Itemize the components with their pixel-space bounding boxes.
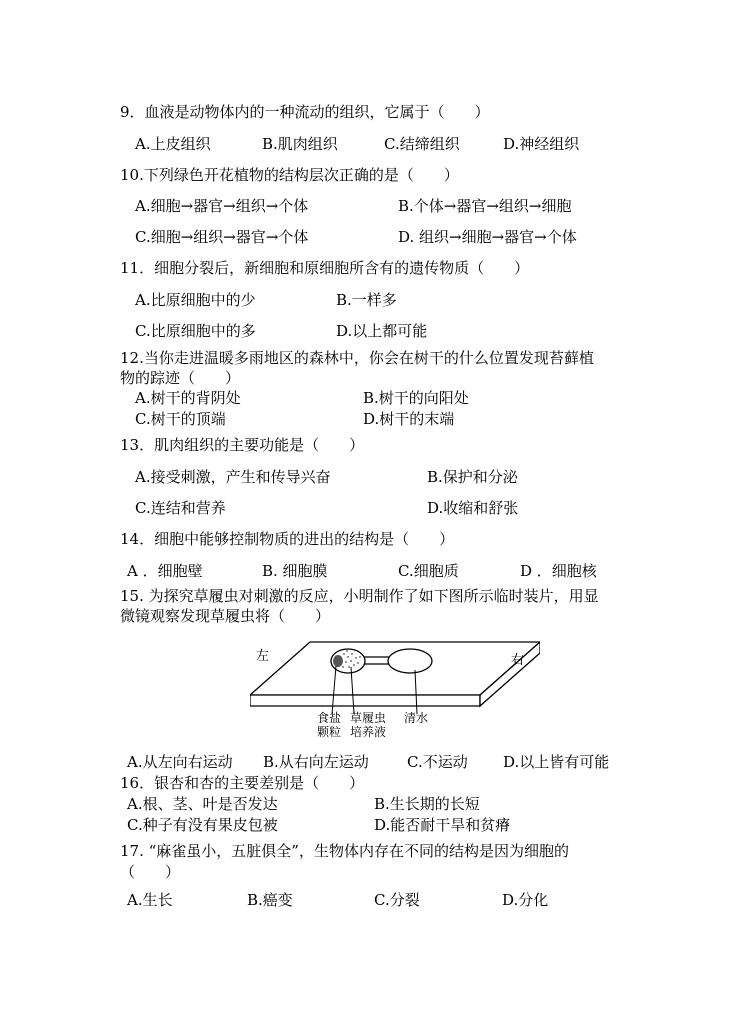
q16-option-c: C.种子有没有果皮包被 — [127, 816, 278, 834]
q9-option-c: C.结缔组织 — [384, 135, 460, 153]
q9-stem: 9．血液是动物体内的一种流动的组织，它属于（ ） — [120, 103, 490, 121]
label-right: 右 — [511, 653, 525, 668]
q12-option-a: A.树干的背阴处 — [135, 389, 241, 407]
q12-option-b: B.树干的向阳处 — [363, 389, 469, 407]
q13-option-c: C.连结和营养 — [135, 499, 226, 517]
q10-option-b: B.个体→器官→组织→细胞 — [398, 197, 572, 215]
q17-stem-line1: 17. “麻雀虽小，五脏俱全”，生物体内存在不同的结构是因为细胞的 — [120, 842, 569, 860]
q10-stem: 10.下列绿色开花植物的结构层次正确的是（ ） — [120, 166, 459, 184]
q11-option-d: D.以上都可能 — [336, 322, 428, 340]
q15-stem-line1: 15. 为探究草履虫对刺激的反应，小明制作了如下图所示临时装片，用显 — [120, 587, 599, 605]
q15-option-d: D.以上皆有可能 — [503, 753, 610, 771]
q15-stem-line2: 微镜观察发现草履虫将（ ） — [120, 607, 331, 625]
q11-stem: 11．细胞分裂后，新细胞和原细胞所含有的遗传物质（ ） — [120, 259, 530, 277]
q13-option-d: D.收缩和舒张 — [427, 499, 519, 517]
q15-option-a: A.从左向右运动 — [127, 753, 233, 771]
q17-option-b: B.癌变 — [247, 891, 293, 909]
water-drop — [388, 649, 432, 673]
q10-option-a: A.细胞→器官→组织→个体 — [135, 197, 309, 215]
slide-diagram-svg — [250, 640, 540, 745]
label-water: 清水 — [404, 711, 429, 725]
q14-option-d: D ．细胞核 — [520, 562, 597, 580]
label-salt-line2: 颗粒 — [317, 725, 342, 739]
q16-option-a: A.根、茎、叶是否发达 — [127, 795, 278, 813]
label-culture-line1: 草履虫 — [350, 711, 387, 725]
q11-option-c: C.比原细胞中的多 — [135, 322, 256, 340]
q12-option-d: D.树干的末端 — [363, 410, 455, 428]
q11-option-a: A.比原细胞中的少 — [135, 291, 256, 309]
q16-option-b: B.生长期的长短 — [374, 795, 480, 813]
q13-option-a: A.接受刺激，产生和传导兴奋 — [135, 468, 331, 486]
q16-stem: 16．银杏和杏的主要差别是（ ） — [120, 774, 365, 792]
q12-option-c: C.树干的顶端 — [135, 410, 226, 428]
q11-option-b: B.一样多 — [336, 291, 397, 309]
label-culture-line2: 培养液 — [350, 725, 387, 739]
q17-option-a: A.生长 — [127, 891, 173, 909]
q14-option-a: A ．细胞壁 — [127, 562, 203, 580]
q14-stem: 14．细胞中能够控制物质的进出的结构是（ ） — [120, 530, 455, 548]
salt-granule — [333, 655, 343, 667]
q9-option-d: D.神经组织 — [503, 135, 580, 153]
q17-stem-line2: （ ） — [120, 863, 181, 881]
q14-option-b: B. 细胞膜 — [262, 562, 328, 580]
q9-option-a: A.上皮组织 — [135, 135, 211, 153]
q10-option-d: D. 组织→细胞→器官→个体 — [398, 228, 577, 246]
q15-option-c: C.不运动 — [407, 753, 468, 771]
q17-option-d: D.分化 — [502, 891, 549, 909]
q10-option-c: C.细胞→组织→器官→个体 — [135, 228, 309, 246]
q14-option-c: C.细胞质 — [398, 562, 459, 580]
label-left: 左 — [256, 649, 270, 664]
q9-option-b: B.肌肉组织 — [262, 135, 338, 153]
q17-option-c: C.分裂 — [374, 891, 420, 909]
q12-stem-line2: 物的踪迹（ ） — [120, 369, 241, 387]
q13-option-b: B.保护和分泌 — [427, 468, 518, 486]
q12-stem-line1: 12.当你走进温暖多雨地区的森林中，你会在树干的什么位置发现苔藓植 — [120, 349, 594, 367]
label-salt-line1: 食盐 — [317, 711, 342, 725]
q16-option-d: D.能否耐干旱和贫瘠 — [374, 816, 511, 834]
slide-front-edge — [250, 695, 480, 706]
q15-option-b: B.从右向左运动 — [263, 753, 369, 771]
q13-stem: 13．肌肉组织的主要功能是（ ） — [120, 436, 365, 454]
slide-diagram — [250, 640, 540, 745]
